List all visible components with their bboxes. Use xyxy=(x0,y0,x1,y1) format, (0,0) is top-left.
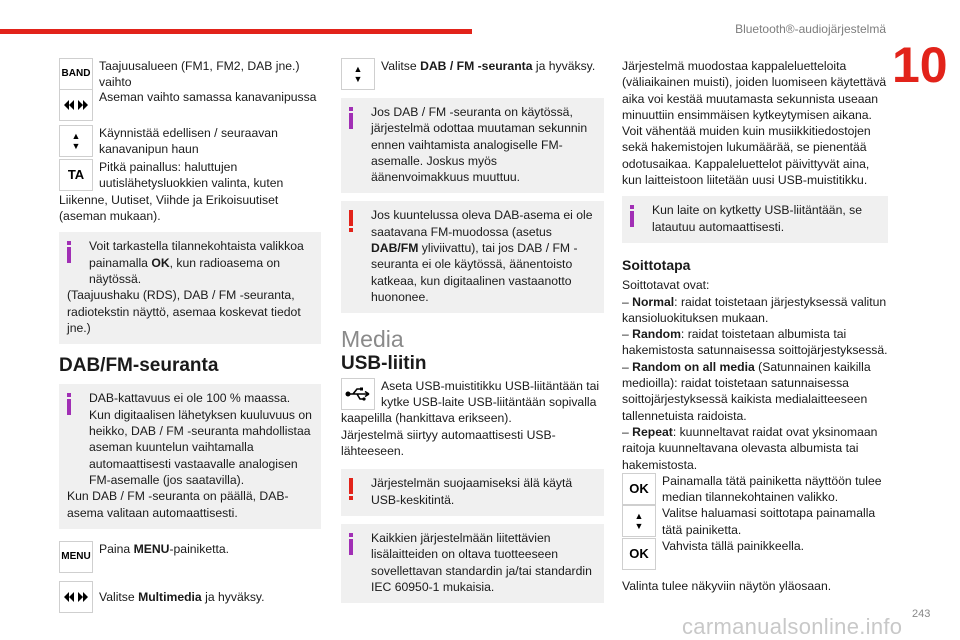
page-number: 243 xyxy=(912,608,931,620)
step-dab-fm-text: Valitse DAB / FM -seuranta ja hyväksy. xyxy=(381,59,596,73)
warning-icon xyxy=(349,210,353,232)
step-confirm xyxy=(622,538,888,570)
step-ok-menu xyxy=(622,473,888,506)
usb-instruction xyxy=(341,378,604,427)
info-icon xyxy=(349,533,353,555)
final-note: Valinta tulee näkyviin näytön yläosaan. xyxy=(622,579,832,594)
step-confirm-text: Vahvista tällä painikkeella. xyxy=(662,539,805,554)
warning-box-dab-unavailable xyxy=(341,201,604,313)
step-select-mode-text: Valitse haluamasi soittotapa painamalla tätä painiketta. xyxy=(662,506,876,537)
step-multimedia-text: Valitse Multimedia ja hyväksy. xyxy=(99,589,265,604)
ok-key-icon: OK xyxy=(622,473,656,505)
ok-key-icon: OK xyxy=(622,538,656,570)
usb-icon xyxy=(341,378,375,410)
warning-box-usb-hub xyxy=(341,469,604,516)
info-box-context-menu xyxy=(59,232,321,344)
key-row-multiplex xyxy=(59,125,321,158)
step-dab-fm-select xyxy=(341,58,604,90)
info-box-charging xyxy=(622,196,888,243)
info-icon xyxy=(67,241,71,263)
band-key-text: Taajuusalueen (FM1, FM2, DAB jne.) vaihto xyxy=(99,59,300,90)
step-menu-text: Paina MENU-painiketta. xyxy=(99,541,230,556)
column-3 xyxy=(622,58,888,594)
column-1 xyxy=(59,58,321,613)
info-dab-fm-wait-text: Jos DAB / FM -seuranta on käytössä, järjestelmä odottaa muutaman sekunnin ennen vaihtamista analogiselle FM-asemalle. Joskus myös äänenvoimakkuus muuttuu. xyxy=(371,105,588,185)
seek-key-icon xyxy=(59,581,93,613)
info-icon xyxy=(349,107,353,129)
ta-key-icon: TA xyxy=(59,159,93,191)
info-box-dab-fm-wait xyxy=(341,98,604,193)
info-dab-coverage-text: DAB-kattavuus ei ole 100 % maassa. Kun digitaalisen lähetyksen kuuluvuus on heikko, DAB / FM -seuranta mahdollistaa aseman kuuntelun vaihtamalla automaattisesti vastaavalle analogisen FM-asemalle (jos saatavilla). xyxy=(89,391,312,487)
step-select-mode xyxy=(622,505,888,538)
warning-icon xyxy=(349,478,353,500)
warning-usb-hub-text: Järjestelmän suojaamiseksi älä käytä USB-keskitintä. xyxy=(371,476,573,507)
play-mode-random-all: – Random on all media (Satunnainen kaikilla medioilla): raidat toistetaan satunnaisessa soittojärjestyksessä kaikista medialaitteeseen tallennetuista raidoista. xyxy=(622,359,871,423)
step-ok-menu-text: Painamalla tätä painiketta näyttöön tulee median tilannekohtainen valikko. xyxy=(662,473,882,505)
seek-key-text: Aseman vaihto samassa kanavanipussa xyxy=(99,89,317,104)
usb-auto-text: Järjestelmä siirtyy automaattisesti USB-lähteeseen. xyxy=(341,427,556,459)
info-box-standard xyxy=(341,524,604,603)
section-heading-media: Media xyxy=(341,326,404,353)
info-icon xyxy=(67,393,71,415)
watermark-site: carmanualsonline.info xyxy=(682,614,903,639)
ta-key-text: Pitkä painallus: haluttujen uutislähetysluokkien valinta, kuten Liikenne, Uutiset, Viihde ja Erikoisuutiset (aseman mukaan). xyxy=(59,160,284,224)
column-2 xyxy=(341,58,604,611)
header-title: Bluetooth®-audiojärjestelmä xyxy=(735,22,886,36)
chapter-number: 10 xyxy=(892,37,948,93)
step-menu xyxy=(59,541,321,573)
usb-instruction-text: Aseta USB-muistitikku USB-liitäntään tai kytke USB-laite USB-liitäntään sopivalla kaapelilla (hankittava erikseen). xyxy=(341,378,600,426)
seek-key-icon xyxy=(59,89,93,121)
section-heading-dab-fm: DAB/FM-seuranta xyxy=(59,355,219,377)
info-charging-text: Kun laite on kytketty USB-liitäntään, se latautuu automaattisesti. xyxy=(652,203,863,234)
play-mode-random: – Random: raidat toistetaan albumista tai hakemistosta satunnaisessa soittojärjestyksessä. xyxy=(622,327,888,358)
key-row-station xyxy=(59,89,321,121)
section-heading-play-mode: Soittotapa xyxy=(622,256,691,273)
up-down-key-icon: ▲ ▼ xyxy=(59,125,93,157)
up-down-key-icon: ▲ ▼ xyxy=(341,58,375,90)
key-row-ta xyxy=(59,159,321,224)
up-down-key-icon: ▲ ▼ xyxy=(622,505,656,537)
step-multimedia xyxy=(59,581,321,613)
play-mode-intro: Soittotavat ovat: xyxy=(622,278,710,293)
header-red-bar xyxy=(0,29,472,34)
info-icon xyxy=(630,205,634,227)
section-heading-usb: USB-liitin xyxy=(341,352,427,374)
playlist-text-1: Järjestelmä muodostaa kappaleluetteloita (väliaikainen muisti), joiden luomiseen käytettävä aika voi kestää muutamasta sekunnista useaan minuuttiin ensimmäisen kytkeytymisen aikana. xyxy=(622,59,887,122)
info-dab-auto-text: Kun DAB / FM -seuranta on päällä, DAB-asema valitaan automaattisesti. xyxy=(67,489,289,520)
warning-dab-text: Jos kuuntelussa oleva DAB-asema ei ole saatavana FM-muodossa (asetus DAB/FM yliviivattu), tai jos DAB / FM -seuranta ei ole käytössä, äänentoisto katkeaa, kun digitaalinen vastaanotto huononee. xyxy=(371,208,593,304)
play-mode-normal: – Normal: raidat toistetaan järjestyksessä valitun kansioluokituksen mukaan. xyxy=(622,294,887,325)
key-row-band xyxy=(59,58,321,91)
play-mode-repeat: – Repeat: kuunneltavat raidat ovat yksinomaan raitoja kuunneltavana olevasta albumista tai hakemistosta. xyxy=(622,424,878,472)
menu-key-icon: MENU xyxy=(59,541,93,573)
info-context-text: Voit tarkastella tilannekohtaista valikkoa painamalla OK, kun radioasema on näytössä. xyxy=(89,239,304,286)
band-key-icon: BAND xyxy=(59,58,93,90)
info-standard-text: Kaikkien järjestelmään liitettävien lisälaitteiden on oltava tuotteeseen sovellettavan standardin ja/tai standardin IEC 60950-1 mukaisia. xyxy=(371,530,592,594)
up-down-key-text: Käynnistää edellisen / seuraavan kanavanipun haun xyxy=(99,125,278,156)
playlist-text-2: Voit vähentää muiden kuin musiikkitiedostojen sekä hakemistojen lukumäärää, se pienentää odotusaikaa. Kappaleluettelot päivittyvät aina, kun laitteistoon liitetään uusi USB-muistitikku. xyxy=(622,124,871,188)
info-context-list: (Taajuushaku (RDS), DAB / FM -seuranta, radiotekstin näyttö, asemaa koskevat tiedot jne.) xyxy=(67,288,301,335)
info-box-dab-coverage xyxy=(59,384,321,528)
